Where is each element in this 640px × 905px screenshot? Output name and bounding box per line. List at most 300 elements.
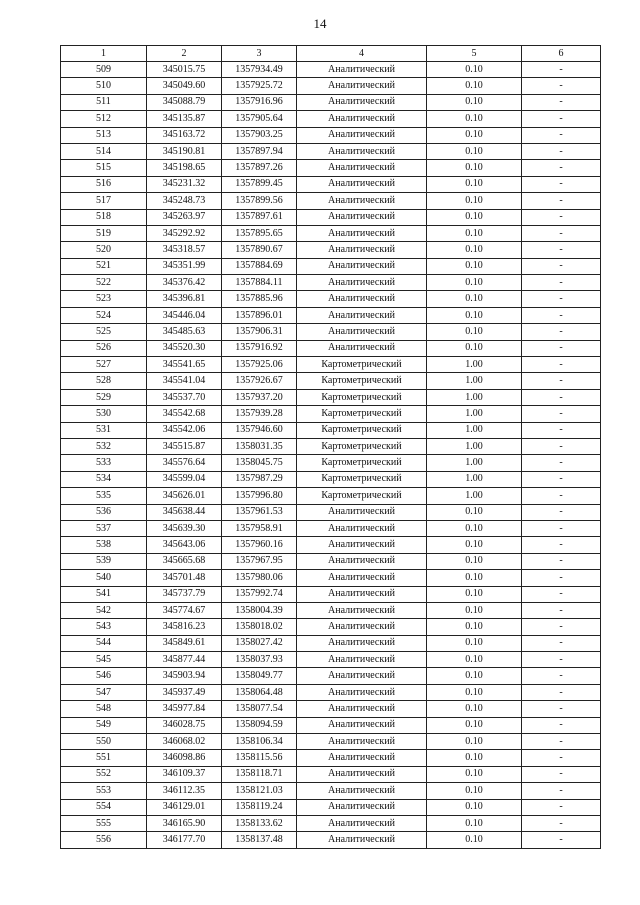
point-number-cell: 531: [61, 422, 147, 438]
point-number-cell: 541: [61, 586, 147, 602]
accuracy-cell: 0.10: [427, 815, 522, 831]
page-number: 14: [313, 16, 327, 31]
method-cell: Аналитический: [297, 602, 427, 618]
accuracy-cell: 0.10: [427, 242, 522, 258]
note-cell: -: [522, 537, 601, 553]
coordinates-table: [60, 45, 601, 849]
note-cell: -: [522, 438, 601, 454]
point-number-cell: 524: [61, 307, 147, 323]
y-coordinate-cell: 1357961.53: [222, 504, 297, 520]
note-cell: -: [522, 734, 601, 750]
point-number-cell: 553: [61, 783, 147, 799]
accuracy-cell: 0.10: [427, 258, 522, 274]
point-number-cell: 546: [61, 668, 147, 684]
table-row: [61, 750, 601, 766]
y-coordinate-cell: 1357899.56: [222, 193, 297, 209]
table-row: [61, 684, 601, 700]
x-coordinate-cell: 345485.63: [147, 324, 222, 340]
x-coordinate-cell: 345599.04: [147, 471, 222, 487]
point-number-cell: 525: [61, 324, 147, 340]
accuracy-cell: 1.00: [427, 373, 522, 389]
method-cell: Аналитический: [297, 766, 427, 782]
header-cell-1: 1: [61, 46, 147, 62]
point-number-cell: 540: [61, 570, 147, 586]
y-coordinate-cell: 1358106.34: [222, 734, 297, 750]
note-cell: -: [522, 701, 601, 717]
note-cell: -: [522, 652, 601, 668]
accuracy-cell: 0.10: [427, 832, 522, 848]
x-coordinate-cell: 345849.61: [147, 635, 222, 651]
table-row: [61, 62, 601, 78]
accuracy-cell: 1.00: [427, 488, 522, 504]
point-number-cell: 513: [61, 127, 147, 143]
y-coordinate-cell: 1357916.96: [222, 94, 297, 110]
table-row: [61, 783, 601, 799]
table-row: [61, 635, 601, 651]
method-cell: Картометрический: [297, 455, 427, 471]
table-row: [61, 717, 601, 733]
y-coordinate-cell: 1357896.01: [222, 307, 297, 323]
accuracy-cell: 0.10: [427, 225, 522, 241]
point-number-cell: 514: [61, 143, 147, 159]
x-coordinate-cell: 345774.67: [147, 602, 222, 618]
table-row: [61, 340, 601, 356]
accuracy-cell: 0.10: [427, 324, 522, 340]
accuracy-cell: 0.10: [427, 160, 522, 176]
method-cell: Аналитический: [297, 160, 427, 176]
x-coordinate-cell: 345318.57: [147, 242, 222, 258]
accuracy-cell: 0.10: [427, 209, 522, 225]
table-row: [61, 438, 601, 454]
table-row: [61, 225, 601, 241]
note-cell: -: [522, 94, 601, 110]
y-coordinate-cell: 1358133.62: [222, 815, 297, 831]
point-number-cell: 523: [61, 291, 147, 307]
note-cell: -: [522, 684, 601, 700]
accuracy-cell: 0.10: [427, 111, 522, 127]
y-coordinate-cell: 1357996.80: [222, 488, 297, 504]
note-cell: -: [522, 799, 601, 815]
table-row: [61, 324, 601, 340]
method-cell: Картометрический: [297, 357, 427, 373]
table-row: [61, 602, 601, 618]
y-coordinate-cell: 1358137.48: [222, 832, 297, 848]
y-coordinate-cell: 1357987.29: [222, 471, 297, 487]
point-number-cell: 542: [61, 602, 147, 618]
note-cell: -: [522, 783, 601, 799]
table-row: [61, 176, 601, 192]
note-cell: -: [522, 766, 601, 782]
point-number-cell: 528: [61, 373, 147, 389]
point-number-cell: 510: [61, 78, 147, 94]
note-cell: -: [522, 815, 601, 831]
note-cell: -: [522, 553, 601, 569]
method-cell: Аналитический: [297, 619, 427, 635]
table-row: [61, 832, 601, 848]
table-row: [61, 701, 601, 717]
point-number-cell: 533: [61, 455, 147, 471]
point-number-cell: 515: [61, 160, 147, 176]
x-coordinate-cell: 345541.65: [147, 357, 222, 373]
method-cell: Картометрический: [297, 389, 427, 405]
point-number-cell: 556: [61, 832, 147, 848]
note-cell: -: [522, 78, 601, 94]
x-coordinate-cell: 345446.04: [147, 307, 222, 323]
note-cell: -: [522, 275, 601, 291]
y-coordinate-cell: 1357897.94: [222, 143, 297, 159]
point-number-cell: 518: [61, 209, 147, 225]
table-row: [61, 504, 601, 520]
note-cell: -: [522, 471, 601, 487]
x-coordinate-cell: 345520.30: [147, 340, 222, 356]
x-coordinate-cell: 345088.79: [147, 94, 222, 110]
y-coordinate-cell: 1357939.28: [222, 406, 297, 422]
table-row: [61, 520, 601, 536]
table-row: [61, 537, 601, 553]
table-row: [61, 291, 601, 307]
x-coordinate-cell: 345537.70: [147, 389, 222, 405]
accuracy-cell: 0.10: [427, 537, 522, 553]
point-number-cell: 544: [61, 635, 147, 651]
table-body: [61, 46, 601, 849]
x-coordinate-cell: 345292.92: [147, 225, 222, 241]
x-coordinate-cell: 345816.23: [147, 619, 222, 635]
method-cell: Аналитический: [297, 570, 427, 586]
accuracy-cell: 1.00: [427, 455, 522, 471]
accuracy-cell: 1.00: [427, 471, 522, 487]
accuracy-cell: 1.00: [427, 357, 522, 373]
accuracy-cell: 0.10: [427, 734, 522, 750]
x-coordinate-cell: 345737.79: [147, 586, 222, 602]
note-cell: -: [522, 570, 601, 586]
table-row: [61, 357, 601, 373]
y-coordinate-cell: 1357934.49: [222, 62, 297, 78]
point-number-cell: 550: [61, 734, 147, 750]
accuracy-cell: 0.10: [427, 684, 522, 700]
accuracy-cell: 0.10: [427, 553, 522, 569]
point-number-cell: 516: [61, 176, 147, 192]
method-cell: Аналитический: [297, 504, 427, 520]
y-coordinate-cell: 1357890.67: [222, 242, 297, 258]
y-coordinate-cell: 1357903.25: [222, 127, 297, 143]
y-coordinate-cell: 1357925.72: [222, 78, 297, 94]
method-cell: Аналитический: [297, 62, 427, 78]
point-number-cell: 539: [61, 553, 147, 569]
note-cell: -: [522, 193, 601, 209]
table-row: [61, 455, 601, 471]
x-coordinate-cell: 345541.04: [147, 373, 222, 389]
note-cell: -: [522, 488, 601, 504]
table-row: [61, 570, 601, 586]
table-row: [61, 193, 601, 209]
x-coordinate-cell: 345248.73: [147, 193, 222, 209]
y-coordinate-cell: 1358004.39: [222, 602, 297, 618]
accuracy-cell: 0.10: [427, 127, 522, 143]
note-cell: -: [522, 586, 601, 602]
y-coordinate-cell: 1358031.35: [222, 438, 297, 454]
note-cell: -: [522, 307, 601, 323]
method-cell: Картометрический: [297, 373, 427, 389]
note-cell: -: [522, 160, 601, 176]
accuracy-cell: 0.10: [427, 143, 522, 159]
table-row: [61, 668, 601, 684]
table-row: [61, 94, 601, 110]
table-row: [61, 275, 601, 291]
note-cell: -: [522, 340, 601, 356]
accuracy-cell: 0.10: [427, 570, 522, 586]
note-cell: -: [522, 602, 601, 618]
point-number-cell: 521: [61, 258, 147, 274]
y-coordinate-cell: 1357897.61: [222, 209, 297, 225]
y-coordinate-cell: 1358045.75: [222, 455, 297, 471]
x-coordinate-cell: 345351.99: [147, 258, 222, 274]
x-coordinate-cell: 345376.42: [147, 275, 222, 291]
method-cell: Аналитический: [297, 111, 427, 127]
table-row: [61, 471, 601, 487]
y-coordinate-cell: 1357925.06: [222, 357, 297, 373]
y-coordinate-cell: 1357946.60: [222, 422, 297, 438]
method-cell: Аналитический: [297, 143, 427, 159]
point-number-cell: 530: [61, 406, 147, 422]
method-cell: Аналитический: [297, 275, 427, 291]
method-cell: Аналитический: [297, 684, 427, 700]
method-cell: Картометрический: [297, 488, 427, 504]
table-row: [61, 127, 601, 143]
table-header-row: [61, 46, 601, 62]
point-number-cell: 543: [61, 619, 147, 635]
y-coordinate-cell: 1357905.64: [222, 111, 297, 127]
note-cell: -: [522, 832, 601, 848]
x-coordinate-cell: 345638.44: [147, 504, 222, 520]
y-coordinate-cell: 1357916.92: [222, 340, 297, 356]
note-cell: -: [522, 520, 601, 536]
header-cell-5: 5: [427, 46, 522, 62]
point-number-cell: 526: [61, 340, 147, 356]
point-number-cell: 551: [61, 750, 147, 766]
note-cell: -: [522, 324, 601, 340]
accuracy-cell: 0.10: [427, 275, 522, 291]
point-number-cell: 548: [61, 701, 147, 717]
y-coordinate-cell: 1358077.54: [222, 701, 297, 717]
point-number-cell: 527: [61, 357, 147, 373]
method-cell: Аналитический: [297, 553, 427, 569]
table-row: [61, 422, 601, 438]
table-row: [61, 242, 601, 258]
method-cell: Аналитический: [297, 537, 427, 553]
y-coordinate-cell: 1358018.02: [222, 619, 297, 635]
x-coordinate-cell: 346112.35: [147, 783, 222, 799]
point-number-cell: 512: [61, 111, 147, 127]
y-coordinate-cell: 1357897.26: [222, 160, 297, 176]
point-number-cell: 549: [61, 717, 147, 733]
x-coordinate-cell: 345231.32: [147, 176, 222, 192]
table-row: [61, 258, 601, 274]
table-row: [61, 553, 601, 569]
x-coordinate-cell: 345639.30: [147, 520, 222, 536]
y-coordinate-cell: 1357885.96: [222, 291, 297, 307]
point-number-cell: 545: [61, 652, 147, 668]
method-cell: Аналитический: [297, 94, 427, 110]
x-coordinate-cell: 345542.68: [147, 406, 222, 422]
method-cell: Аналитический: [297, 209, 427, 225]
accuracy-cell: 0.10: [427, 766, 522, 782]
x-coordinate-cell: 345977.84: [147, 701, 222, 717]
table-row: [61, 143, 601, 159]
point-number-cell: 534: [61, 471, 147, 487]
x-coordinate-cell: 346129.01: [147, 799, 222, 815]
table-row: [61, 652, 601, 668]
x-coordinate-cell: 345015.75: [147, 62, 222, 78]
y-coordinate-cell: 1358027.42: [222, 635, 297, 651]
x-coordinate-cell: 346028.75: [147, 717, 222, 733]
table-row: [61, 373, 601, 389]
method-cell: Картометрический: [297, 422, 427, 438]
y-coordinate-cell: 1358115.56: [222, 750, 297, 766]
y-coordinate-cell: 1357895.65: [222, 225, 297, 241]
x-coordinate-cell: 345542.06: [147, 422, 222, 438]
note-cell: -: [522, 242, 601, 258]
x-coordinate-cell: 345135.87: [147, 111, 222, 127]
x-coordinate-cell: 346177.70: [147, 832, 222, 848]
accuracy-cell: 0.10: [427, 799, 522, 815]
y-coordinate-cell: 1357884.69: [222, 258, 297, 274]
method-cell: Картометрический: [297, 406, 427, 422]
method-cell: Аналитический: [297, 815, 427, 831]
table-row: [61, 586, 601, 602]
accuracy-cell: 0.10: [427, 291, 522, 307]
method-cell: Аналитический: [297, 307, 427, 323]
y-coordinate-cell: 1357884.11: [222, 275, 297, 291]
accuracy-cell: 0.10: [427, 602, 522, 618]
method-cell: Картометрический: [297, 438, 427, 454]
accuracy-cell: 0.10: [427, 94, 522, 110]
method-cell: Аналитический: [297, 291, 427, 307]
method-cell: Аналитический: [297, 242, 427, 258]
method-cell: Аналитический: [297, 176, 427, 192]
x-coordinate-cell: 345396.81: [147, 291, 222, 307]
x-coordinate-cell: 345163.72: [147, 127, 222, 143]
table-row: [61, 209, 601, 225]
method-cell: Аналитический: [297, 324, 427, 340]
table-row: [61, 815, 601, 831]
method-cell: Аналитический: [297, 193, 427, 209]
method-cell: Аналитический: [297, 750, 427, 766]
accuracy-cell: 0.10: [427, 783, 522, 799]
method-cell: Аналитический: [297, 520, 427, 536]
y-coordinate-cell: 1357967.95: [222, 553, 297, 569]
note-cell: -: [522, 389, 601, 405]
x-coordinate-cell: 346068.02: [147, 734, 222, 750]
note-cell: -: [522, 291, 601, 307]
note-cell: -: [522, 455, 601, 471]
x-coordinate-cell: 345701.48: [147, 570, 222, 586]
method-cell: Аналитический: [297, 635, 427, 651]
note-cell: -: [522, 143, 601, 159]
note-cell: -: [522, 258, 601, 274]
accuracy-cell: 0.10: [427, 504, 522, 520]
note-cell: -: [522, 750, 601, 766]
x-coordinate-cell: 345877.44: [147, 652, 222, 668]
x-coordinate-cell: 345643.06: [147, 537, 222, 553]
note-cell: -: [522, 406, 601, 422]
note-cell: -: [522, 127, 601, 143]
note-cell: -: [522, 111, 601, 127]
note-cell: -: [522, 225, 601, 241]
y-coordinate-cell: 1357937.20: [222, 389, 297, 405]
method-cell: Аналитический: [297, 701, 427, 717]
x-coordinate-cell: 345665.68: [147, 553, 222, 569]
header-cell-3: 3: [222, 46, 297, 62]
method-cell: Аналитический: [297, 783, 427, 799]
accuracy-cell: 0.10: [427, 340, 522, 356]
accuracy-cell: 0.10: [427, 619, 522, 635]
y-coordinate-cell: 1357958.91: [222, 520, 297, 536]
accuracy-cell: 0.10: [427, 307, 522, 323]
method-cell: Аналитический: [297, 652, 427, 668]
accuracy-cell: 0.10: [427, 701, 522, 717]
x-coordinate-cell: 346098.86: [147, 750, 222, 766]
y-coordinate-cell: 1358037.93: [222, 652, 297, 668]
table-row: [61, 799, 601, 815]
point-number-cell: 554: [61, 799, 147, 815]
table-row: [61, 619, 601, 635]
x-coordinate-cell: 345515.87: [147, 438, 222, 454]
y-coordinate-cell: 1358119.24: [222, 799, 297, 815]
header-cell-4: 4: [297, 46, 427, 62]
method-cell: Аналитический: [297, 225, 427, 241]
y-coordinate-cell: 1357992.74: [222, 586, 297, 602]
note-cell: -: [522, 619, 601, 635]
y-coordinate-cell: 1358118.71: [222, 766, 297, 782]
accuracy-cell: 0.10: [427, 652, 522, 668]
accuracy-cell: 0.10: [427, 193, 522, 209]
x-coordinate-cell: 345198.65: [147, 160, 222, 176]
point-number-cell: 538: [61, 537, 147, 553]
y-coordinate-cell: 1358064.48: [222, 684, 297, 700]
accuracy-cell: 0.10: [427, 668, 522, 684]
point-number-cell: 555: [61, 815, 147, 831]
y-coordinate-cell: 1358094.59: [222, 717, 297, 733]
method-cell: Аналитический: [297, 799, 427, 815]
accuracy-cell: 0.10: [427, 586, 522, 602]
accuracy-cell: 1.00: [427, 438, 522, 454]
y-coordinate-cell: 1357926.67: [222, 373, 297, 389]
table-row: [61, 78, 601, 94]
note-cell: -: [522, 422, 601, 438]
method-cell: Аналитический: [297, 586, 427, 602]
accuracy-cell: 0.10: [427, 78, 522, 94]
method-cell: Аналитический: [297, 832, 427, 848]
table-row: [61, 406, 601, 422]
x-coordinate-cell: 346165.90: [147, 815, 222, 831]
y-coordinate-cell: 1357899.45: [222, 176, 297, 192]
table-row: [61, 389, 601, 405]
accuracy-cell: 1.00: [427, 406, 522, 422]
point-number-cell: 535: [61, 488, 147, 504]
point-number-cell: 520: [61, 242, 147, 258]
x-coordinate-cell: 345263.97: [147, 209, 222, 225]
method-cell: Аналитический: [297, 258, 427, 274]
header-cell-2: 2: [147, 46, 222, 62]
method-cell: Аналитический: [297, 668, 427, 684]
point-number-cell: 537: [61, 520, 147, 536]
accuracy-cell: 0.10: [427, 635, 522, 651]
table-row: [61, 160, 601, 176]
table-row: [61, 488, 601, 504]
note-cell: -: [522, 717, 601, 733]
accuracy-cell: 0.10: [427, 176, 522, 192]
note-cell: -: [522, 357, 601, 373]
